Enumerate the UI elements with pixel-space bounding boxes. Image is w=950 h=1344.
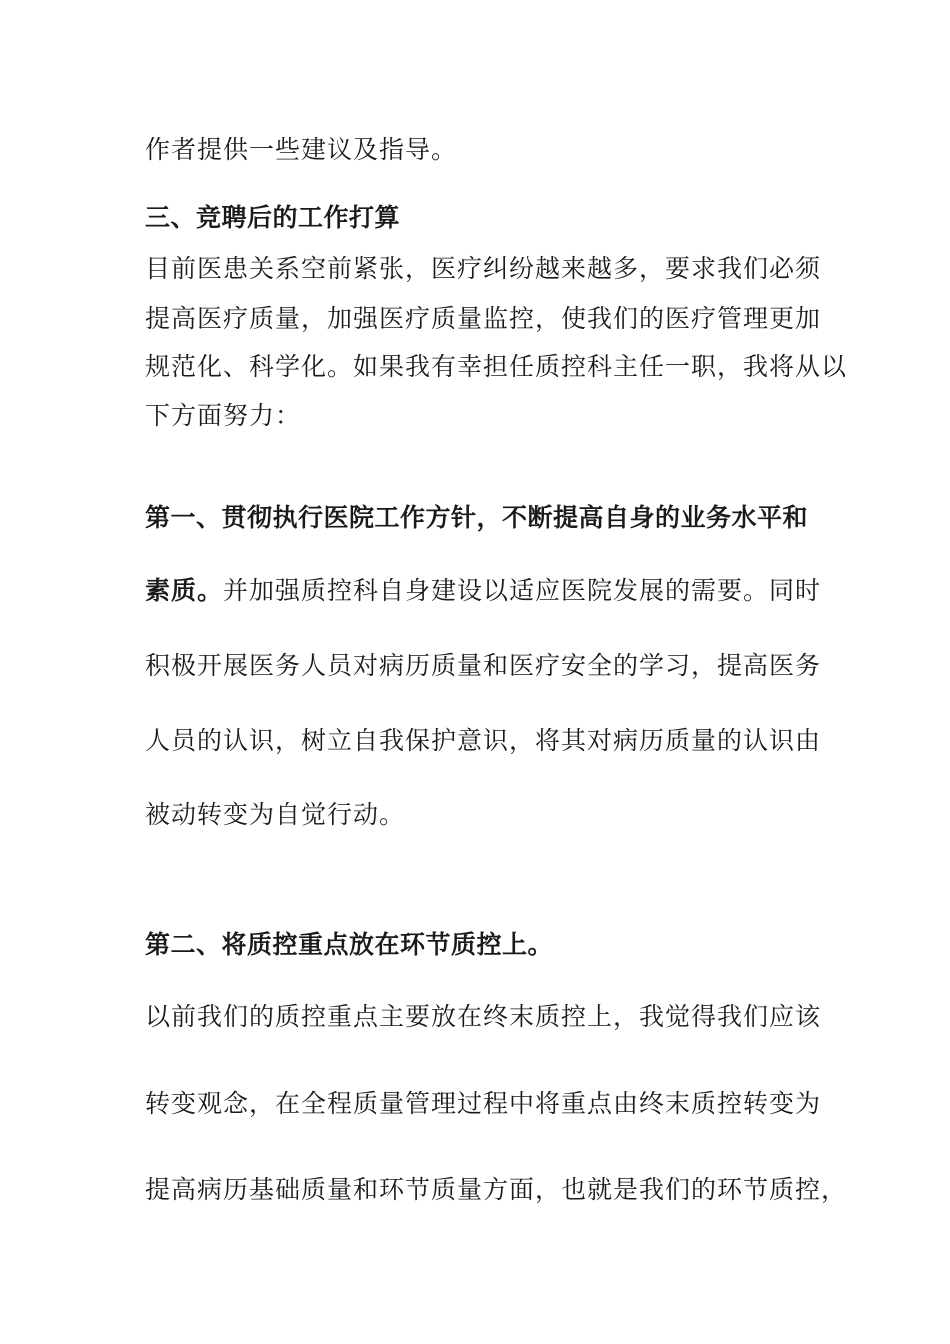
paragraph-line: 下方面努力： — [145, 401, 302, 430]
paragraph-line: 以前我们的质控重点主要放在终末质控上，我觉得我们应该 — [145, 1002, 822, 1031]
point-one-line — [145, 575, 821, 607]
section-heading-3: 三、竞聘后的工作打算 — [145, 203, 401, 232]
paragraph-line: 提高医疗质量，加强医疗质量监控，使我们的医疗管理更加 — [145, 304, 822, 333]
paragraph-line: 提高病历基础质量和环节质量方面，也就是我们的环节质控， — [145, 1175, 848, 1204]
paragraph-line: 规范化、科学化。如果我有幸担任质控科主任一职，我将从以 — [145, 352, 848, 381]
paragraph-line: 目前医患关系空前紧张，医疗纠纷越来越多，要求我们必须 — [145, 254, 822, 283]
point-two-heading: 第二、将质控重点放在环节质控上。 — [145, 930, 554, 959]
point-one-heading: 第一、贯彻执行医院工作方针，不断提高自身的业务水平和 — [145, 503, 809, 532]
point-one-heading-tail: 素质。 — [145, 576, 224, 605]
paragraph-line: 被动转变为自觉行动。 — [145, 800, 406, 829]
point-one-text: 并加强质控科自身建设以适应医院发展的需要。同时 — [223, 576, 822, 605]
paragraph-line: 积极开展医务人员对病历质量和医疗安全的学习，提高医务 — [145, 651, 822, 680]
paragraph-line: 作者提供一些建议及指导。 — [145, 135, 458, 164]
paragraph-line: 人员的认识，树立自我保护意识，将其对病历质量的认识由 — [145, 726, 822, 755]
paragraph-line: 转变观念，在全程质量管理过程中将重点由终末质控转变为 — [145, 1089, 822, 1118]
